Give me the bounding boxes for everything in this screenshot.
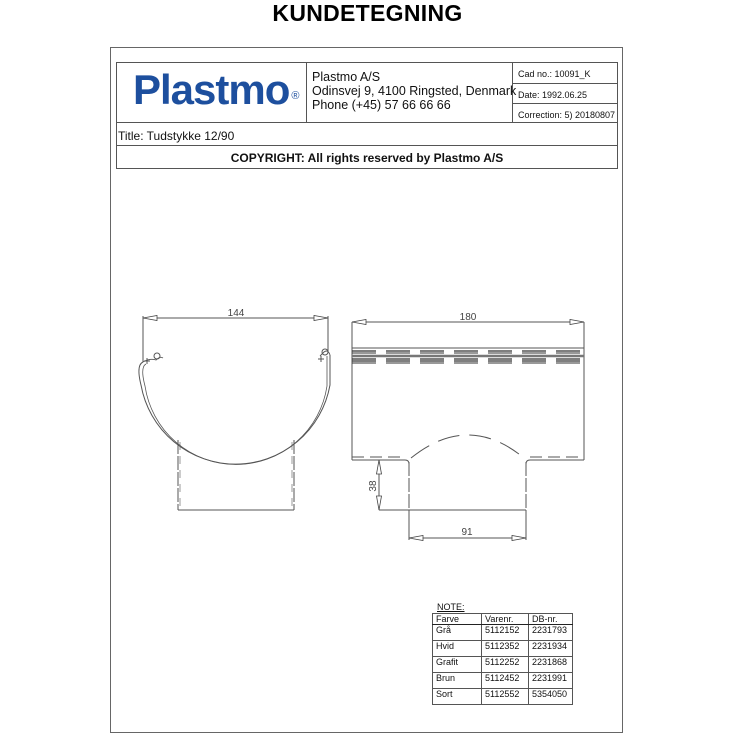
document-heading: KUNDETEGNING [272, 0, 463, 26]
cell-varenr: 5112552 [482, 689, 529, 705]
column-header-farve: Farve [433, 614, 482, 625]
cell-farve: Brun [433, 673, 482, 689]
company-phone: Phone (+45) 57 66 66 66 [312, 98, 451, 112]
table-row [433, 689, 573, 705]
company-address: Odinsvej 9, 4100 Ringsted, Denmark [312, 84, 517, 98]
cell-dbnr: 2231793 [529, 625, 573, 641]
dimension-38: 38 [368, 480, 379, 492]
table-row [433, 673, 573, 689]
cell-varenr: 5112452 [482, 673, 529, 689]
cell-varenr: 5112352 [482, 641, 529, 657]
cell-dbnr: 2231991 [529, 673, 573, 689]
table-row [433, 641, 573, 657]
cell-dbnr: 2231868 [529, 657, 573, 673]
column-header-varenr: Varenr. [482, 614, 529, 625]
cell-dbnr: 5354050 [529, 689, 573, 705]
cell-varenr: 5112252 [482, 657, 529, 673]
front-view [139, 316, 330, 511]
cell-varenr: 5112152 [482, 625, 529, 641]
side-view [352, 320, 584, 541]
correction-info: Correction: 5) 20180807 [518, 110, 616, 120]
dimension-180: 180 [459, 312, 477, 323]
table-row [433, 625, 573, 641]
cell-farve: Grå [433, 625, 482, 641]
note-label: NOTE: [437, 602, 465, 612]
color-variants-table [432, 613, 573, 705]
dimension-144: 144 [227, 308, 245, 319]
registered-mark-icon: ® [291, 90, 299, 102]
table-row [433, 657, 573, 673]
drawing-title: Title: Tudstykke 12/90 [118, 129, 235, 143]
copyright-notice: COPYRIGHT: All rights reserved by Plastmo A/S [230, 151, 504, 165]
cell-farve: Grafit [433, 657, 482, 673]
company-name: Plastmo A/S [312, 70, 381, 84]
cell-dbnr: 2231934 [529, 641, 573, 657]
drawing-date: Date: 1992.06.25 [518, 90, 588, 100]
cell-farve: Hvid [433, 641, 482, 657]
logo-text: Plastmo [133, 66, 290, 113]
dimension-91: 91 [461, 527, 473, 538]
column-header-dbnr: DB-nr. [529, 614, 573, 625]
table-header-row [433, 614, 573, 625]
cell-farve: Sort [433, 689, 482, 705]
cad-number: Cad no.: 10091_K [518, 69, 591, 79]
